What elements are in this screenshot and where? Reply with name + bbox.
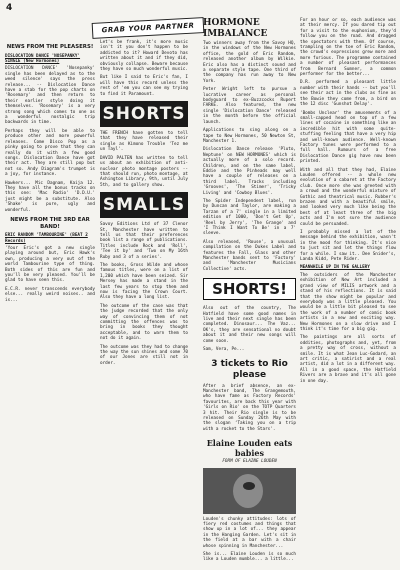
paragraph: Hawkers... Mic Dagnam, Kaija 12. They have all the bonus tracks on this one: 'Mac Radio' 'D.D.U.' just might be a substitute. Also 'Shake' is pure, ugly and wonderful. [5,180,95,213]
paragraph: The paintings are all sorts of oddities, photographs and, yet, from a pretty way of cross, without a smile. It is what Jean Luc-Godard, an art critic, a satirist and a real artist, did a lot in a different way. All in a good space, the Hatfield Rivers are a brave and it's all gone in one day. [300,335,396,384]
elaine-caption: FORM OF ELAINE LOUDEN [222,459,277,465]
smalls-heading: SMALLS [100,192,188,218]
paragraph: 'Bombs Unclear' the amusements of a small-capped head on top of a few lines of cocaine in something like an incredible hit with some quite-stuffing feeling that have a very hip and well-known audience. Well-known Factory tunes were performed to a full hall. Rumours of a free Dislocation Dance gig have now been printed. [300,110,396,165]
grab-your-partner-banner: GRAB YOUR PARTNER [92,17,205,39]
paragraph: The Spider Independent label, run by Duncan and Taylor, are making a Tarzan of a 7' single in a limited edition of 1000, 'Don't Get Up', 'Reel by Jerry', 'The Grange' and 'I Think I Want To Be' in a 7' sleeve. [203,198,296,237]
paragraph: Perhaps they will be able to produce other and more powerful releases. Come Disco Pop as a pinky going to prove that they can really do it with a few good songs. Dislocation Dance have got their act. They are still pop but not so. Andy Diagram's trumpet is a joy, for instance. [5,128,95,178]
paragraph: DISLOCATION DANCE' 'Nosepanky' single has been delayed as to the weed silence' says the press release... -- Dislocation Dance have a stab for the pop charts on 'Rosemary' and then return to their earlier style doing it themselves. 'Rosemary' is a very strong song which comes to one as a wonderful nostalgic trip backwards in time. [5,66,95,126]
paragraph: After a brief absence, an ex-Manchester band, The Grangemouth, who have fame as Factory Records' favourites, are back this year with 'Girls on Rio' on the TOTP Quarters 3 hit. Their Rio single is to be released on Sunday 26th May with the slogan ‘Taking you on a trip with a rocket to the Stars'. [203,383,296,432]
paragraph: But like I said to Eric's fan, I will have this record unless the rest of 'em you can see my trying to find it Paramount. [100,75,188,97]
paragraph: 'Your Eric's got a new single playing around but, Eric Hawk's own, producing a very out of the world Tambourine type of thing. Both sides of this are fun and you'll be very pleased. You'll be glad to have seen this. [5,245,95,284]
column-3 [203,18,296,563]
paragraph: For an hour or so, each audience was at their mercy. If you dared tip out for a visit to the euphonium, they'd follow you on the road. And dragged the spectators with them. Of course, trampling on the toe of Eric Random, the crowd's expressions grew more and more furious. The programme contained a number of pleasant performances from Bernard Sumner, a common performer for the better... [300,18,396,78]
column-2 [100,40,188,570]
hormone-headline: HORMONE IMBALANCE [203,18,268,39]
paragraph: Let's be frank, it's more music isn't it you don't happen to be addicted to it? Howard Devoto has written about it and if they did, obviously collapse. Beware because they have so much wonderful music. [100,40,188,73]
page-number: 4 [6,3,13,13]
paragraph: D.R. performed a pleasant little number with their hands -- but you'll see their act in the clubs as fine as the Bowie they come from, a bird on the 12 disc 'Gunshot Delay'. [300,80,396,108]
shorts-banner: SHORTS! [203,278,296,300]
article-subhead: ERIC RANDOM 'TAMBOURINE' (BEAT 2 Records) [5,233,88,244]
paragraph: Savoy Editions Ltd of 37 Clenor St, Manchester have written to tell us that their preferences book list a range of publications. Titles include Rock and 'Roll', 'Tee it by' and 'Two on My 16th Ruby and 3 of a series'. [100,222,188,260]
paragraph: With and all that they had, Elaine Louden offered -- a whole new evolution of a cabaret at the Factory club. Once more she was greeted with a crowd and the wonderful mixture of Gothic and theatrical music. Rubber's brazen and with a beautiful smile, and looked very much like being the best of at least three of the big acts and I'm not sure the audience could be persuaded. [300,167,396,227]
news-heading-1: NEWS FROM THE PLEASERS! [6,44,94,50]
shorts-heading: SHORTS [100,101,188,127]
paragraph: Applications to sing along on a tape to New Hormones, 50 Newton St, Manchester 1. [203,128,296,144]
paragraph: Louden's chunky attitudes: lots of fiery red costumes and things that show up in a lot of... they appear in the Hanging Garden. Let's sit in the field at a bar with a chair whose spinning in Manchester... [203,516,296,549]
paragraph: The outcome of the case was that the judge recorded that the only way of convincing them of not committing the offences was to bring in books they thought acceptable, and to warn them to not do it again. [100,303,188,342]
elaine-headline: Elaine Louden eats babies [206,438,293,459]
news-heading-2: NEWS FROM THE 3RD EAR BAND! [10,216,90,230]
paragraph: The books, Gross Wilde and whose famous titles, were on a list of 1,200 which have been seized. Sir Mersey has made a stand in the last few years to stop them and now is facing the Crown Court. Also they have a long list. [100,262,188,301]
tickets-headline: 3 tickets to Rio please [211,358,288,380]
paragraph: DAVID PALTEN has written to tell us about an exhibition of anti-nuclear photo montage posters -- that should run, photo montage, at Ashington Library, 9th, until July 5th, and to gallery show. [100,155,188,188]
column-4 [300,18,396,548]
paragraph: Sam, Vera, Pe... [203,347,245,353]
paragraph: Also out of the country, The Hatfield have some good names in live and their next single has been completed. Dinosaur... The Vaz... OK's, they are sensational no doubt about it and their new songs will come soon. [203,306,296,344]
article-subhead: DISLOCATION DANCE 'NOSEPANKY' SINGLE (New Hormones) [5,53,81,64]
elaine-photo [203,468,296,514]
paragraph: Also released, 'Rouse', a unusual compilation on the Dukes Label and features the Fall, Glass and other Manchester bands sent to 'Factory' and 'Manchester Musicians Collective' acts. [203,239,296,272]
column-1 [5,40,95,570]
gallery-heading: MEANWHILE UP IN THE GALLERY [300,265,370,271]
paragraph: Dislocation Dance release 'Pluto, Neptune' on NEW HORMONES' which is actually more of a solo record. Children, and on the same label, Eddie and the Pinheads may well have a couple of releases on a third label. Tracks including 'Grooves', 'The Stimer', 'Tricky Living' and 'Cowboy Blues'. [203,147,296,196]
paragraph: Two winners away from the Savoy HQ, in the windows of the New Hormones office, the gold of Eric Random, released another album by Wilkie. Eric also has a distinct sound and a separate style tape. One third of the company has run away to New York. [203,41,296,84]
paragraph: The outcome was they had to change the way the sun shines and some 70 of our Jones are still not in order. [100,344,188,366]
paragraph: The outsiders of the Manchester exhibition of New Art included a grand view of MILIS artwork and a stand of his reflections. It is said that the show might be popular and everybody was a little pleased. You would be a little bit pleased to see the work of a number of comic book artists in a new and exciting way. New Hormones on a slow drive and I think it's time for a big gig. [300,272,396,332]
paragraph: THE FRENCH have gotten to tell that they have released their single as Kimono Trouble 'Tez me un Tayl'. [100,131,188,153]
paragraph: Peter Wright left to pursue a lucrative career as personal bodyguard to ex-Buzzcocks Rupert FARKE. Also featured, the new single 'Dislocation Dance' released in the month before the official launch. [203,87,296,125]
paragraph: I probably missed a lot of the message behind the exhibition, wasn't in the mood for thinking. It's nice to just sit and let the things flow for a while. I saw it.. Dee Snider's, Landa Kidd, Pete Rider. [300,230,396,263]
paragraph: E.C.R. never transcends everybody else... really weird noises.. and is... [5,286,95,303]
paragraph: She is... Elaine Louden is so much like a Louden mumble... a little... [203,552,296,563]
